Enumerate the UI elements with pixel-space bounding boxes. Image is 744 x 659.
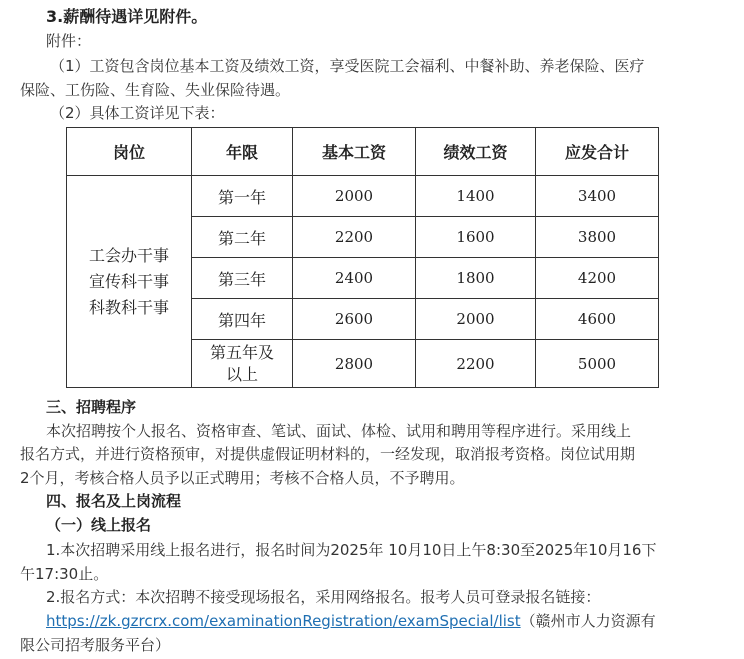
- procedure-line-3: 2个月，考核合格人员予以正式聘用；考核不合格人员，不予聘用。: [20, 469, 465, 487]
- year-cell: 第四年: [192, 299, 293, 340]
- base-salary-cell: 2600: [293, 299, 416, 340]
- position-name: 宣传科干事: [88, 271, 169, 291]
- attachment-label: 附件：: [46, 32, 92, 50]
- total-cell: 5000: [536, 340, 659, 388]
- total-cell: 3800: [536, 217, 659, 258]
- performance-cell: 2000: [416, 299, 536, 340]
- registration-time-line-2: 午17:30止。: [20, 565, 109, 583]
- header-total: 应发合计: [536, 128, 659, 176]
- performance-cell: 1800: [416, 258, 536, 299]
- performance-cell: 1400: [416, 176, 536, 217]
- year-label-line-2: 以上: [225, 364, 258, 384]
- section-title-recruitment-procedure: 三、招聘程序: [46, 398, 137, 416]
- subsection-title-online-registration: （一）线上报名: [46, 516, 152, 534]
- registration-link-line: [46, 610, 656, 632]
- procedure-line-1: 本次招聘按个人报名、资格审查、笔试、面试、体检、试用和聘用等程序进行。采用线上: [46, 422, 632, 440]
- performance-cell: 1600: [416, 217, 536, 258]
- position-name: 科教科干事: [88, 297, 169, 317]
- attachment-item-1-line-2: 保险、工伤险、生育险、失业保险待遇。: [20, 81, 291, 99]
- header-base-salary: 基本工资: [293, 128, 416, 176]
- year-cell: [192, 340, 293, 388]
- section-title-registration: 四、报名及上岗流程: [46, 492, 182, 510]
- base-salary-cell: 2400: [293, 258, 416, 299]
- total-cell: 3400: [536, 176, 659, 217]
- total-cell: 4600: [536, 299, 659, 340]
- base-salary-cell: 2000: [293, 176, 416, 217]
- registration-time-line-1: 1.本次招聘采用线上报名进行，报名时间为2025年 10月10日上午8:30至2025年10月16下: [46, 541, 657, 559]
- year-cell: 第二年: [192, 217, 293, 258]
- section-heading-3: 3.薪酬待遇详见附件。: [46, 7, 208, 26]
- header-performance-salary: 绩效工资: [416, 128, 536, 176]
- attachment-item-2: （2）具体工资详见下表：: [50, 104, 225, 122]
- registration-link[interactable]: https://zk.gzrcrx.com/examinationRegistration/examSpecial/list: [46, 612, 521, 630]
- year-label-line-1: 第五年及: [209, 342, 274, 362]
- procedure-line-2: 报名方式，并进行资格预审，对提供虚假证明材料的，一经发现，取消报考资格。岗位试用期: [20, 445, 636, 463]
- table-row: [67, 176, 659, 217]
- attachment-item-1-line-1: （1）工资包含岗位基本工资及绩效工资，享受医院工会福利、中餐补助、养老保险、医疗: [50, 57, 645, 75]
- table-header-row: [67, 128, 659, 176]
- registration-platform-line: 限公司招考服务平台）: [20, 636, 171, 654]
- performance-cell: 2200: [416, 340, 536, 388]
- registration-method-line: 2.报名方式：本次招聘不接受现场报名，采用网络报名。报考人员可登录报名链接：: [46, 588, 601, 606]
- year-cell: 第一年: [192, 176, 293, 217]
- total-cell: 4200: [536, 258, 659, 299]
- position-name: 工会办干事: [88, 245, 169, 265]
- year-cell: 第三年: [192, 258, 293, 299]
- base-salary-cell: 2200: [293, 217, 416, 258]
- base-salary-cell: 2800: [293, 340, 416, 388]
- header-position: 岗位: [67, 128, 192, 176]
- registration-link-suffix: （赣州市人力资源有: [520, 612, 656, 630]
- header-years: 年限: [192, 128, 293, 176]
- position-cell: [67, 176, 192, 388]
- salary-table: [66, 127, 659, 388]
